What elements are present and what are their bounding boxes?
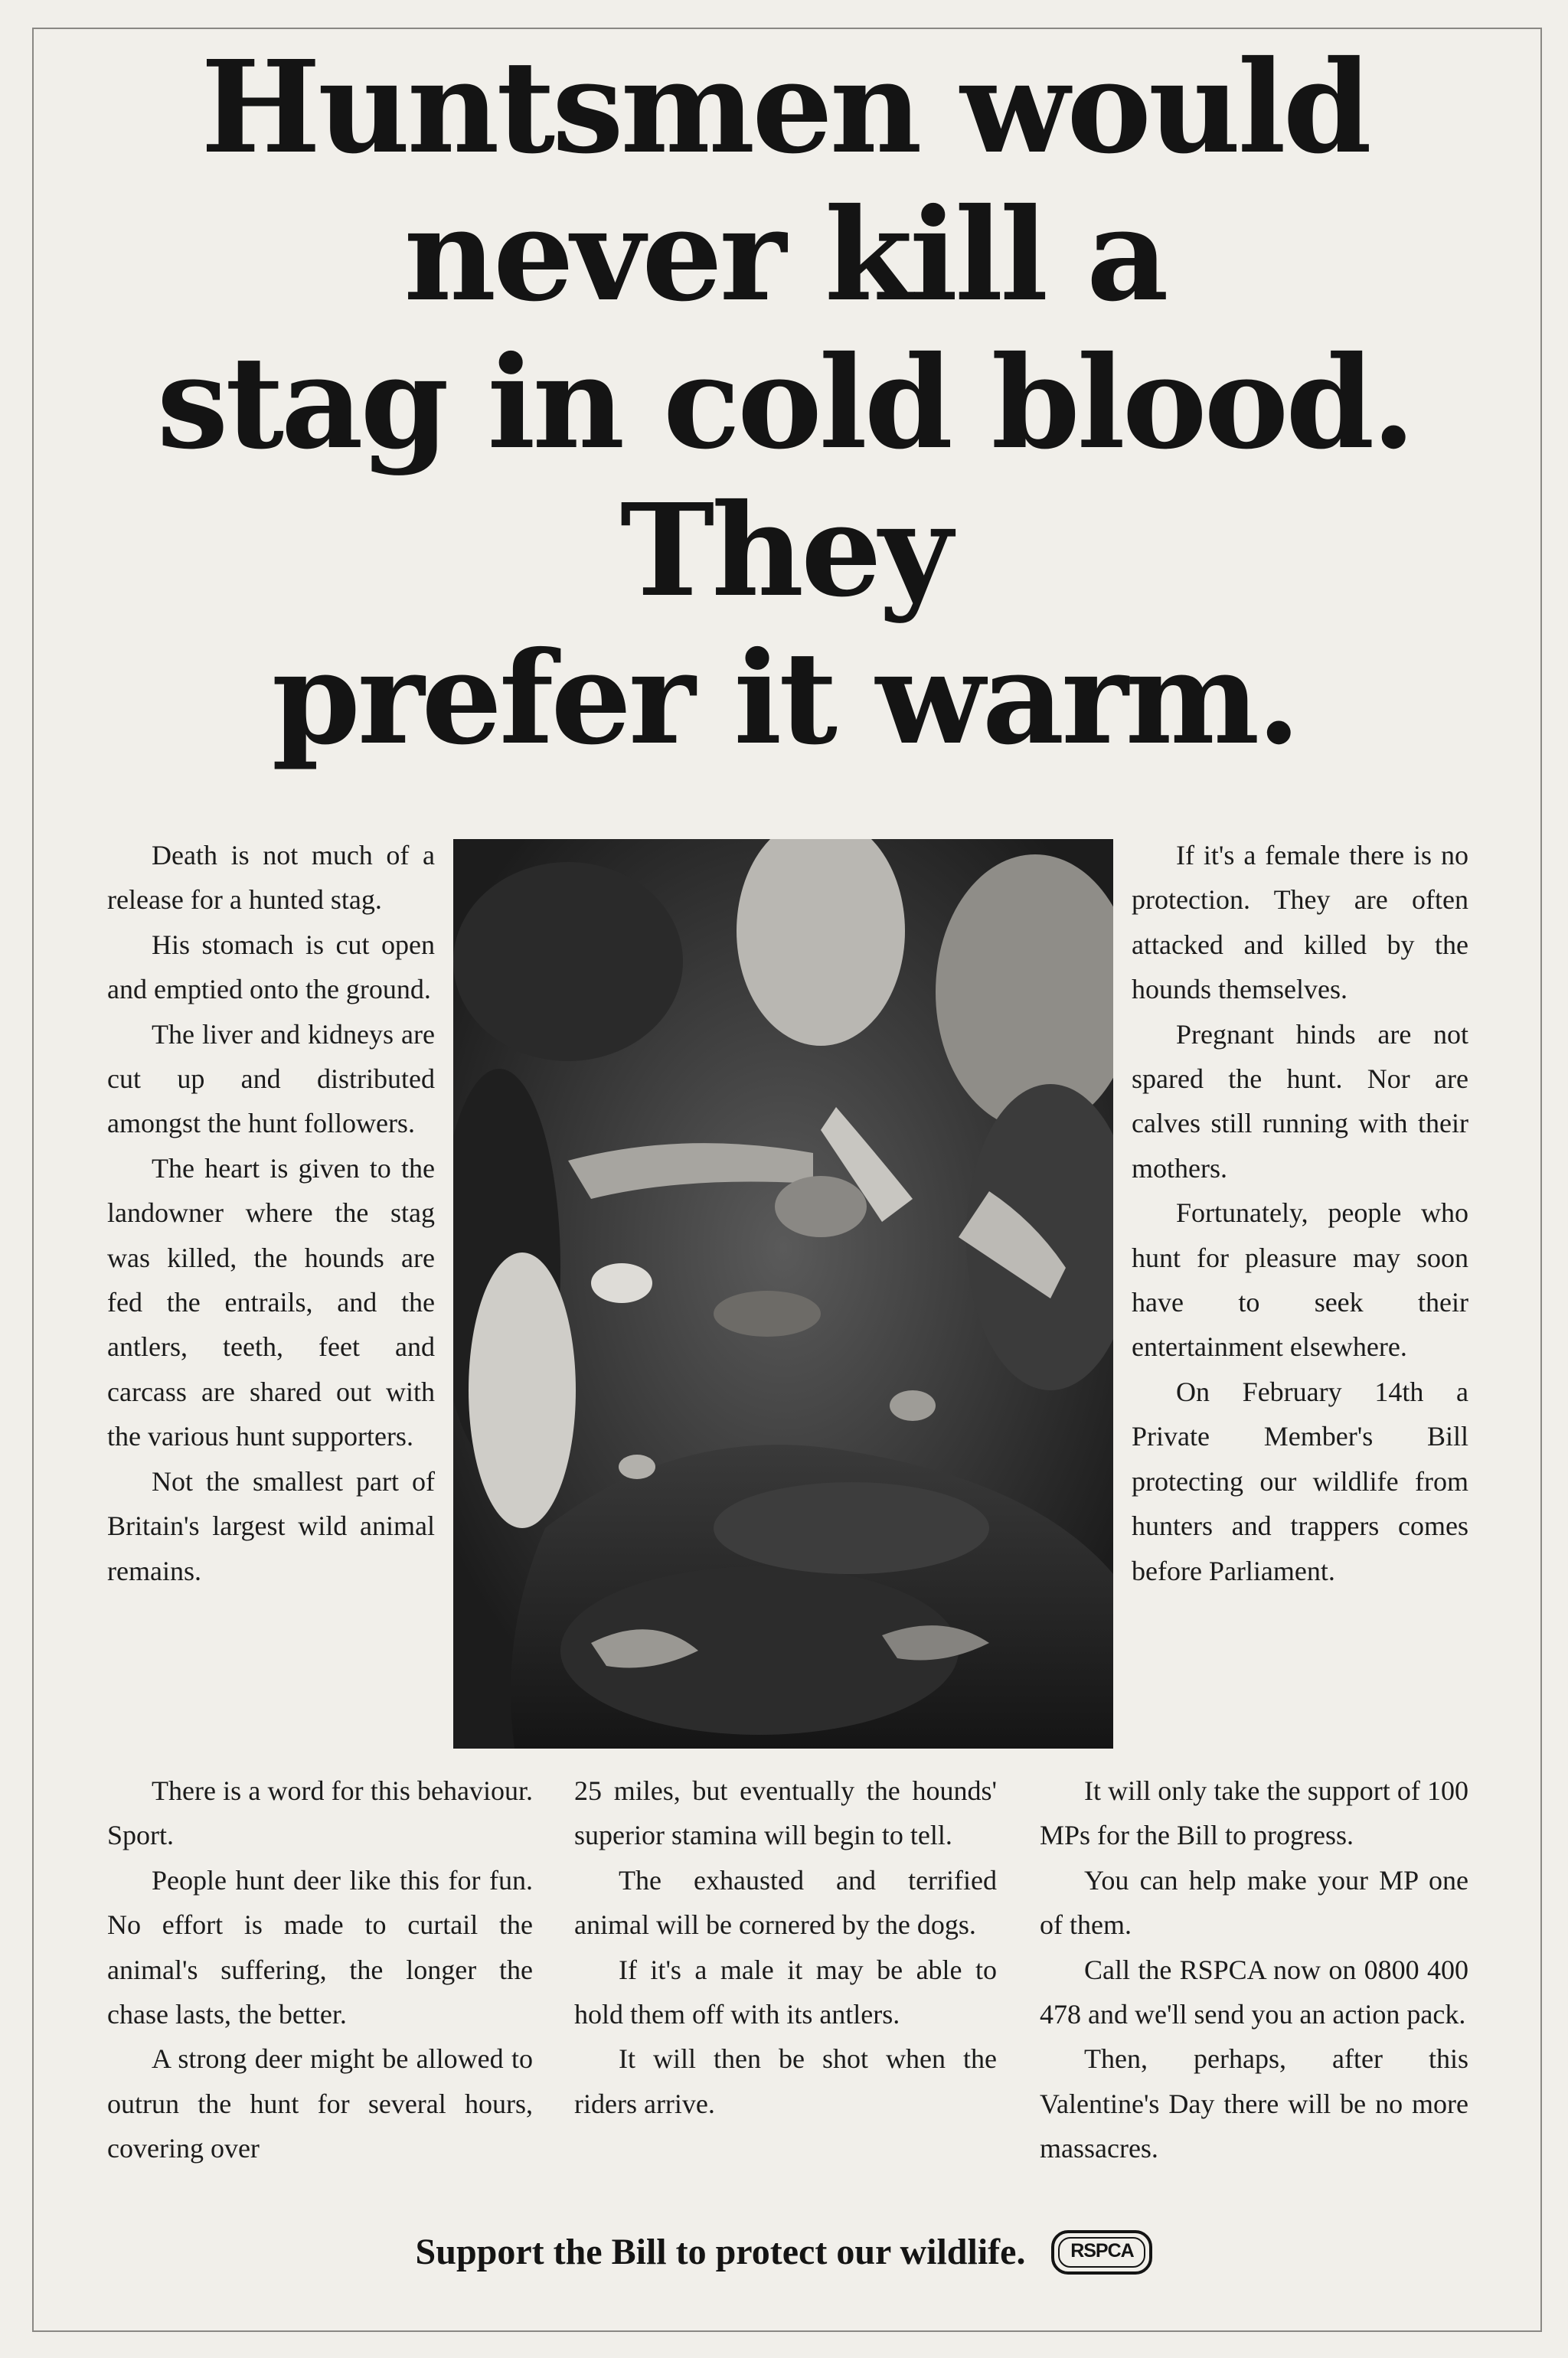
paragraph: Fortunately, people who hunt for pleasure may soon have to seek their entertainment elsewhere. <box>1132 1197 1468 1363</box>
paragraph: The liver and kidneys are cut up and distributed amongst the hunt followers. <box>107 1018 435 1139</box>
logo-text: RSPCA <box>1070 2239 1134 2262</box>
bottom-column-1 <box>107 1768 533 2171</box>
paragraph: The exhausted and terrified animal will be cornered by the dogs. <box>574 1864 997 1941</box>
hunt-photograph <box>453 839 1113 1749</box>
paragraph: You can help make your MP one of them. <box>1040 1864 1468 1941</box>
paragraph: His stomach is cut open and emptied onto the ground. <box>107 929 435 1005</box>
paragraph: Not the smallest part of Britain's largest wild animal remains. <box>107 1465 435 1586</box>
footer <box>0 2228 1568 2275</box>
paragraph: If it's a female there is no protection. They are often attacked and killed by the hounds themselves. <box>1132 840 1468 1005</box>
paragraph: Call the RSPCA now on 0800 400 478 and we'll send you an action pack. <box>1040 1954 1468 2030</box>
right-column <box>1132 833 1468 1593</box>
headline-line-3: stag in cold blood. <box>156 328 1413 478</box>
paragraph: People hunt deer like this for fun. No effort is made to curtail the animal's suffering, the longer the chase lasts, the better. <box>107 1864 533 2030</box>
headline-line-4: They <box>619 476 950 625</box>
bottom-column-3 <box>1040 1768 1468 2171</box>
left-column <box>107 833 435 1593</box>
paragraph: Pregnant hinds are not spared the hunt. Nor are calves still running with their mothers. <box>1132 1018 1468 1184</box>
paragraph: Death is not much of a release for a hunted stag. <box>107 840 435 916</box>
paragraph: It will only take the support of 100 MPs for the Bill to progress. <box>1040 1775 1468 1851</box>
paragraph: The heart is given to the landowner where the stag was killed, the hounds are fed the entrails, and the antlers, teeth, feet and carcass are shared out with the various hunt supporters. <box>107 1152 435 1452</box>
rspca-logo <box>1051 2230 1152 2275</box>
paragraph: It will then be shot when the riders arrive. <box>574 2043 997 2119</box>
paragraph: There is a word for this behaviour. Sport. <box>107 1775 533 1851</box>
paragraph: On February 14th a Private Member's Bill protecting our wildlife from hunters and trappers comes before Parliament. <box>1132 1376 1468 1586</box>
headline <box>46 34 1524 772</box>
paragraph: If it's a male it may be able to hold them off with its antlers. <box>574 1954 997 2030</box>
headline-line-1: Huntsmen would <box>201 33 1369 182</box>
paragraph: A strong deer might be allowed to outrun the hunt for several hours, covering over <box>107 2043 533 2164</box>
headline-line-5: prefer it warm. <box>271 624 1298 773</box>
paragraph: Then, perhaps, after this Valentine's Day there will be no more massacres. <box>1040 2043 1468 2164</box>
photo-image <box>453 839 1113 1749</box>
bottom-column-2 <box>574 1768 997 2126</box>
paragraph: 25 miles, but eventually the hounds' superior stamina will begin to tell. <box>574 1775 997 1851</box>
tagline: Support the Bill to protect our wildlife. <box>415 2232 1026 2273</box>
headline-line-2: never kill a <box>403 181 1166 330</box>
